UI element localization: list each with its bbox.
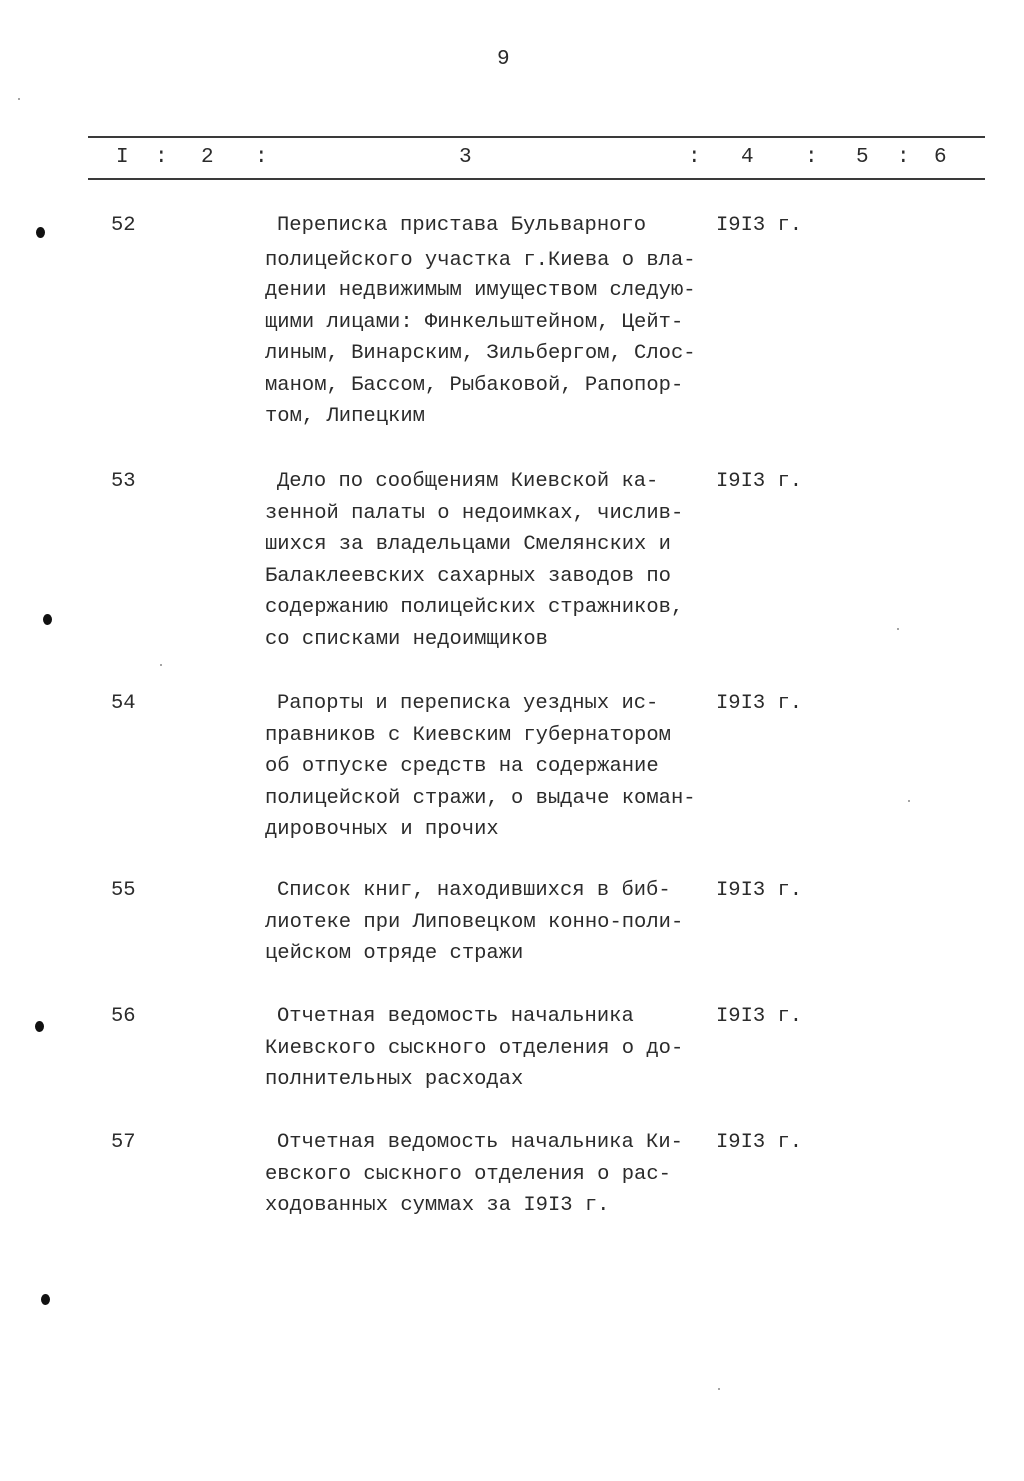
entry-number: 53 (111, 470, 136, 493)
page-number: 9 (497, 48, 510, 71)
entry-description (265, 1001, 710, 1096)
entry-description (265, 1127, 710, 1222)
entry-year: I9I3 г. (716, 470, 803, 493)
description-line: том, Липецким (265, 405, 425, 428)
entry-description (265, 875, 710, 970)
table-row (0, 466, 1024, 666)
description-line: Список книг, находившихся в биб- (277, 879, 671, 902)
description-line: маном, Бассом, Рыбаковой, Рапопор- (265, 373, 684, 397)
description-line: Рапорты и переписка уездных ис- (277, 692, 659, 715)
column-separator: : (897, 146, 910, 169)
entry-number: 55 (111, 879, 136, 902)
column-separator: : (155, 146, 168, 169)
column-header-2: 2 (201, 146, 214, 169)
entry-year: I9I3 г. (716, 879, 803, 902)
entry-number: 57 (111, 1131, 136, 1154)
description-line: об отпуске средств на содержание (265, 755, 659, 778)
entry-description (265, 210, 710, 433)
description-line: линым, Винарским, Зильбергом, Слос- (265, 342, 696, 365)
description-line: правников с Киевским губернатором (265, 723, 671, 747)
description-line: Киевского сыскного отделения о до- (265, 1036, 684, 1060)
description-line: евского сыскного отделения о рас- (265, 1162, 671, 1186)
entry-year: I9I3 г. (716, 692, 803, 715)
description-line: лиотеке при Липовецком конно-поли- (265, 910, 684, 934)
scan-speck (18, 98, 20, 100)
description-line: дировочных и прочих (265, 818, 499, 841)
description-line: Переписка пристава Бульварного (277, 214, 647, 237)
column-header-1: I (116, 146, 129, 169)
table-row (0, 1127, 1024, 1327)
description-line: Отчетная ведомость начальника Ки- (277, 1131, 683, 1154)
entry-description (265, 466, 710, 655)
description-line: со списками недоимщиков (265, 627, 548, 651)
table-row (0, 688, 1024, 888)
column-separator: : (688, 146, 701, 169)
table-top-rule (88, 136, 985, 138)
description-line: зенной палаты о недоимках, числив- (265, 501, 684, 525)
description-line: дении недвижимым имуществом следую- (265, 279, 696, 302)
entry-number: 54 (111, 692, 136, 715)
table-header-rule (88, 178, 985, 180)
entry-number: 52 (111, 214, 136, 237)
column-header-5: 5 (856, 146, 869, 169)
description-line: шихся за владельцами Смелянских и (265, 533, 671, 556)
entry-description (265, 688, 710, 846)
description-line: полицейской стражи, о выдаче коман- (265, 786, 696, 810)
column-header-6: 6 (934, 146, 947, 169)
entry-year: I9I3 г. (716, 214, 803, 237)
description-line: Дело по сообщениям Киевской ка- (277, 470, 659, 493)
description-line: содержанию полицейских стражников, (265, 596, 684, 619)
scan-speck (718, 1388, 720, 1390)
table-row (0, 210, 1024, 428)
entry-year: I9I3 г. (716, 1131, 803, 1154)
description-line: полицейского участка г.Киева о вла- (265, 248, 696, 272)
column-separator: : (255, 146, 268, 169)
description-line: ходованных суммах за I9I3 г. (265, 1194, 610, 1217)
description-line: щими лицами: Финкельштейном, Цейт- (265, 310, 684, 334)
description-line: Балаклеевских сахарных заводов по (265, 564, 671, 588)
column-separator: : (805, 146, 818, 169)
column-header-3: 3 (459, 146, 472, 169)
entry-year: I9I3 г. (716, 1005, 803, 1028)
column-header-4: 4 (741, 146, 754, 169)
description-line: цейском отряде стражи (265, 942, 524, 965)
description-line: полнительных расходах (265, 1068, 524, 1091)
description-line: Отчетная ведомость начальника (277, 1005, 634, 1028)
entry-number: 56 (111, 1005, 136, 1028)
